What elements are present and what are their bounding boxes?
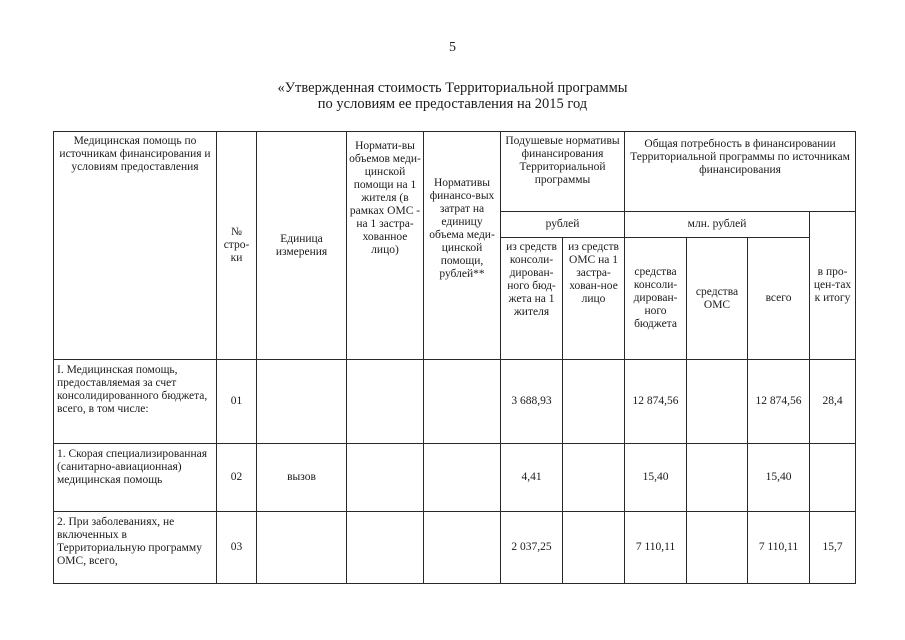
page-number: 5 [449,40,456,55]
financing-table [53,131,856,584]
row-percent: 15,7 [810,512,856,584]
table-row [54,444,856,512]
header-row-1 [54,132,856,212]
table-row [54,512,856,584]
row-number: 03 [217,512,257,584]
header-oms-per-insured: из средств ОМС на 1 застра-хован-ное лицо [563,238,625,360]
row-description: 1. Скорая специализированная (санитарно-авиационная) медицинская помощь [54,444,217,512]
row-total: 15,40 [748,444,810,512]
header-total-need: Общая потребность в финансировании Территориальной программы по источникам финансирования [625,132,856,212]
header-help-type: Медицинская помощь по источникам финансирования и условиям предоставления [54,132,217,360]
header-volume-norms: Нормати-вы объемов меди-цинской помощи на 1 жителя (в рамках ОМС - на 1 застра-хованное лицо) [347,132,424,360]
row-budget-funds: 15,40 [625,444,687,512]
row-volume-norm [347,444,424,512]
document-title-line-1: «Утвержденная стоимость Территориальной программы [277,80,628,96]
row-unit [257,512,347,584]
row-oms-funds [687,360,748,444]
row-number: 01 [217,360,257,444]
row-number: 02 [217,444,257,512]
row-oms-funds [687,444,748,512]
row-description: 2. При заболеваниях, не включенных в Территориальную программу ОМС, всего, [54,512,217,584]
header-unit: Единица измерения [257,132,347,360]
row-unit [257,360,347,444]
header-oms-funds: средства ОМС [687,238,748,360]
table-row [54,360,856,444]
row-oms-funds [687,512,748,584]
header-row-number: № стро-ки [217,132,257,360]
row-volume-norm [347,360,424,444]
row-oms-per-insured [563,444,625,512]
row-unit: вызов [257,444,347,512]
header-percent-of-total: в про-цен-тах к итогу [810,212,856,360]
row-description: I. Медицинская помощь, предоставляемая за счет консолидированного бюджета, всего, в том числе: [54,360,217,444]
row-total: 12 874,56 [748,360,810,444]
row-oms-per-insured [563,512,625,584]
row-budget-funds: 7 110,11 [625,512,687,584]
header-budget-funds: средства консоли-дирован-ного бюджета [625,238,687,360]
header-cost-norms: Нормативы финансо-вых затрат на единицу объема меди-цинской помощи, рублей** [424,132,501,360]
row-budget-per-resident: 3 688,93 [501,360,563,444]
header-total: всего [748,238,810,360]
row-percent: 28,4 [810,360,856,444]
header-unit-mln-rubles: млн. рублей [625,212,810,238]
row-total: 7 110,11 [748,512,810,584]
header-unit-rubles: рублей [501,212,625,238]
row-percent [810,444,856,512]
document-title [0,80,905,112]
row-oms-per-insured [563,360,625,444]
header-per-capita-norms: Подушевые нормативы финансирования Территориальной программы [501,132,625,212]
row-cost-norm [424,360,501,444]
header-budget-per-resident: из средств консоли-дирован-ного бюд-жета на 1 жителя [501,238,563,360]
row-volume-norm [347,512,424,584]
row-cost-norm [424,512,501,584]
row-budget-per-resident: 2 037,25 [501,512,563,584]
row-budget-per-resident: 4,41 [501,444,563,512]
document-title-line-2: по условиям ее предоставления на 2015 год [317,96,588,112]
row-budget-funds: 12 874,56 [625,360,687,444]
row-cost-norm [424,444,501,512]
